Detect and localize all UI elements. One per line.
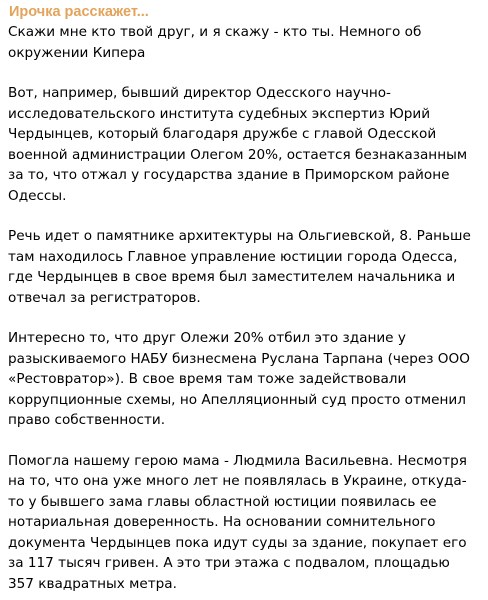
message-text: [8, 22, 480, 594]
message-paragraph-intro: Скажи мне кто твой друг, и я скажу - кто ты. Немного об окружении Кипера: [8, 24, 422, 61]
channel-name[interactable]: Ирочка расскажет...: [9, 4, 149, 20]
message-paragraph-monument: Речь идет о памятнике архитектуры на Ольгиевской, 8. Раньше там находилось Главное управление юстиции города Одесса, где Чердынцев в свое время был заместителем начальника и отвечал за регистраторов.: [8, 228, 471, 306]
message-paragraph-example: Вот, например, бывший директор Одесского научно-исследовательского института судебных экспертиз Юрий Чердынцев, который благодаря дружбе с главой Одесской военной администрации Олегом 20%, остается безнаказанным за то, что отжал у государства здание в Приморском районе Одессы.: [8, 85, 468, 204]
message-paragraph-mother: Помогла нашему герою мама - Людмила Васильевна. Несмотря на то, что она уже много лет не появлялась в Украине, откуда-то у бывшего зама главы областной юстиции появилась ее нотариальная доверенность. На основании сомнительного документа Чердынцев пока идут суды за здание, покупает его за 117 тысяч гривен. А это три этажа с подвалом, площадью 357 квадратных метра.: [8, 452, 467, 592]
message-paragraph-interesting: Интересно то, что друг Олежи 20% отбил это здание у разыскиваемого НАБУ бизнесмена Руслана Тарпана (через ООО «Рестовратор»). В свое время там тоже задействовали коррупционные схемы, но Апелляционный суд просто отменил право собственности.: [8, 330, 470, 428]
